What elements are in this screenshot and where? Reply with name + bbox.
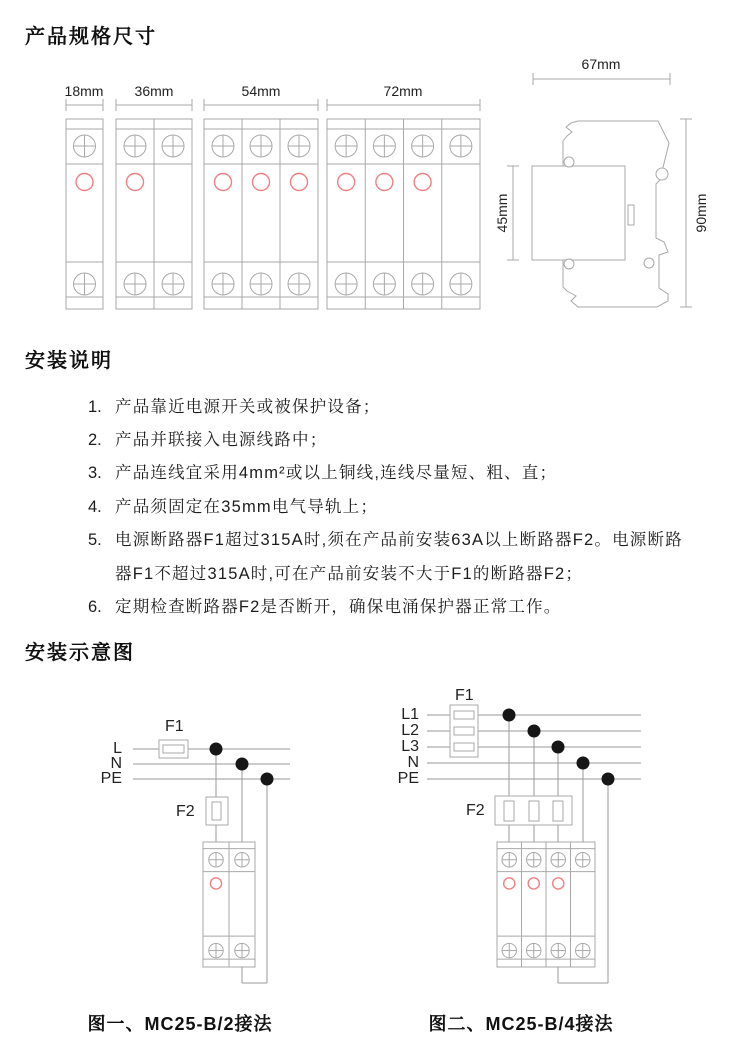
instruction-number: 6. [88, 598, 102, 616]
instruction-item-3 [88, 457, 557, 491]
instruction-text-line1: 电源断路器F1超过315A时,须在产品前安装63A以上断路器F2。电源断路 [115, 531, 683, 549]
instruction-text: 定期检查断路器F2是否断开，确保电涌保护器正常工作。 [115, 598, 562, 616]
spec-front-views [66, 99, 480, 309]
instruction-item-5 [88, 524, 683, 591]
fig2-caption: 图二、MC25-B/4接法 [428, 1014, 614, 1034]
section-title-install: 安装说明 [25, 350, 113, 372]
dim-label-18mm: 18mm [64, 83, 104, 99]
fig1-f2-label: F2 [176, 803, 195, 820]
instruction-item-6 [88, 591, 561, 625]
fig1-f1-label: F1 [165, 718, 184, 735]
section-title-diagram: 安装示意图 [25, 642, 135, 664]
spec-side-view [507, 73, 692, 307]
instruction-item-2 [88, 424, 327, 458]
fig1-line-label-N: N [110, 755, 122, 772]
instruction-item-1 [88, 391, 381, 425]
dim-label-45mm: 45mm [494, 193, 510, 233]
instruction-number: 2. [88, 431, 102, 449]
section-title-spec: 产品规格尺寸 [25, 26, 157, 48]
fig1-caption: 图一、MC25-B/2接法 [87, 1014, 273, 1034]
instruction-text [115, 524, 683, 591]
instruction-item-4 [88, 491, 378, 525]
fig2-line-label-L2: L2 [401, 722, 419, 739]
fig2-wiring-diagram [427, 705, 641, 983]
fig2-f2-label: F2 [466, 802, 485, 819]
fig1-line-label-PE: PE [100, 770, 122, 787]
instruction-text: 产品并联接入电源线路中； [115, 431, 328, 449]
instruction-text: 产品连线宜采用4mm²或以上铜线,连线尽量短、粗、直； [115, 464, 558, 482]
fig2-f1-label: F1 [455, 687, 474, 704]
instruction-text: 产品靠近电源开关或被保护设备； [115, 398, 381, 416]
fig2-line-label-N: N [407, 754, 419, 771]
instruction-text-line2: 器F1不超过315A时,可在产品前安装不大于F1的断路器F2； [115, 564, 584, 583]
instruction-number: 4. [88, 498, 102, 516]
fig1-line-label-L: L [113, 740, 122, 757]
instruction-text: 产品须固定在35mm电气导轨上； [115, 498, 379, 516]
fig2-line-label-PE: PE [397, 770, 419, 787]
fig1-wiring-diagram [133, 740, 290, 983]
dim-label-54mm: 54mm [241, 83, 281, 99]
instruction-number: 1. [88, 398, 102, 416]
dim-label-36mm: 36mm [134, 83, 174, 99]
fig2-line-label-L1: L1 [401, 706, 419, 723]
instruction-number: 5. [88, 531, 102, 549]
instruction-number: 3. [88, 464, 102, 482]
fig2-line-label-L3: L3 [401, 738, 419, 755]
dim-label-90mm: 90mm [693, 193, 709, 233]
dim-label-67mm: 67mm [581, 56, 621, 72]
dim-label-72mm: 72mm [383, 83, 423, 99]
